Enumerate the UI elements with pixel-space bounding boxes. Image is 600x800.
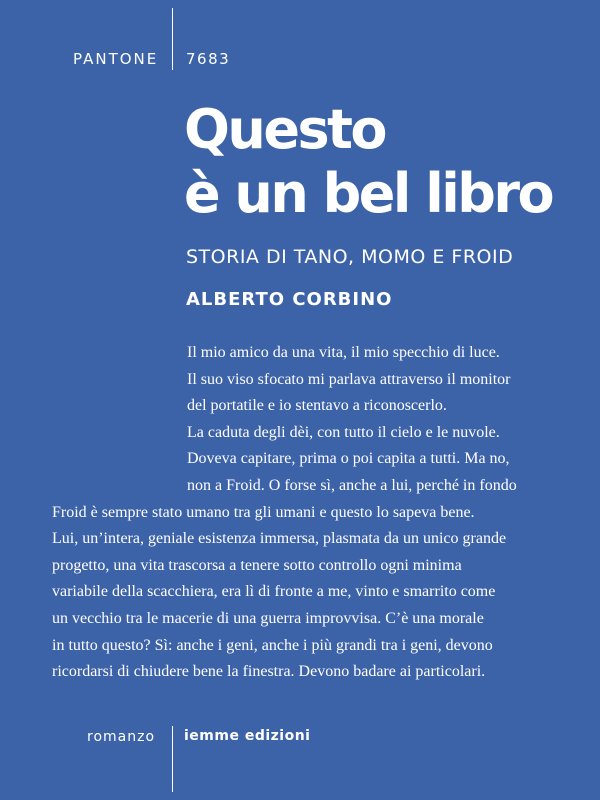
pantone-code: 7683 <box>186 50 231 68</box>
excerpt-line: del portatile e io stentavo a riconoscerlo. <box>187 397 447 415</box>
author-name: ALBERTO CORBINO <box>186 289 393 310</box>
top-divider-line <box>172 8 173 70</box>
excerpt-line: Doveva capitare, prima o poi capita a tutti. Ma no, <box>187 450 510 468</box>
book-subtitle: STORIA DI TANO, MOMO E FROID <box>186 246 514 268</box>
book-title-line-2: è un bel libro <box>184 162 553 225</box>
pantone-label: PANTONE <box>73 50 159 68</box>
excerpt-line: variabile della scacchiera, era lì di fronte a me, vinto e smarrito come <box>52 583 496 601</box>
excerpt-line: non a Froid. O forse sì, anche a lui, perché in fondo <box>187 477 517 494</box>
excerpt-line: progetto, una vita trascorsa a tenere sotto controllo ogni minima <box>52 556 462 574</box>
excerpt-line: Il mio amico da una vita, il mio specchio di luce. <box>187 344 500 361</box>
genre-label: romanzo <box>87 729 156 745</box>
excerpt-line: ricordarsi di chiudere bene la finestra. Devono badare ai particolari. <box>52 663 486 681</box>
book-title-line-1: Questo <box>184 98 386 161</box>
excerpt-line: Il suo viso sfocato mi parlava attraverso il monitor <box>187 370 511 388</box>
excerpt-line: in tutto questo? Sì: anche i geni, anche i più grandi tra i geni, devono <box>52 636 493 654</box>
excerpt-line: Lui, un’intera, geniale esistenza immersa, plasmata da un unico grande <box>52 530 507 548</box>
excerpt-line: La caduta degli dèi, con tutto il cielo e le nuvole. <box>187 423 500 441</box>
bottom-divider-line <box>172 726 173 792</box>
publisher-name: iemme edizioni <box>184 728 311 744</box>
excerpt-line: Froid è sempre stato umano tra gli umani e questo lo sapeva bene. <box>52 503 475 521</box>
excerpt-line: un vecchio tra le macerie di una guerra improvvisa. C’è una morale <box>52 610 484 627</box>
book-title <box>184 98 584 226</box>
